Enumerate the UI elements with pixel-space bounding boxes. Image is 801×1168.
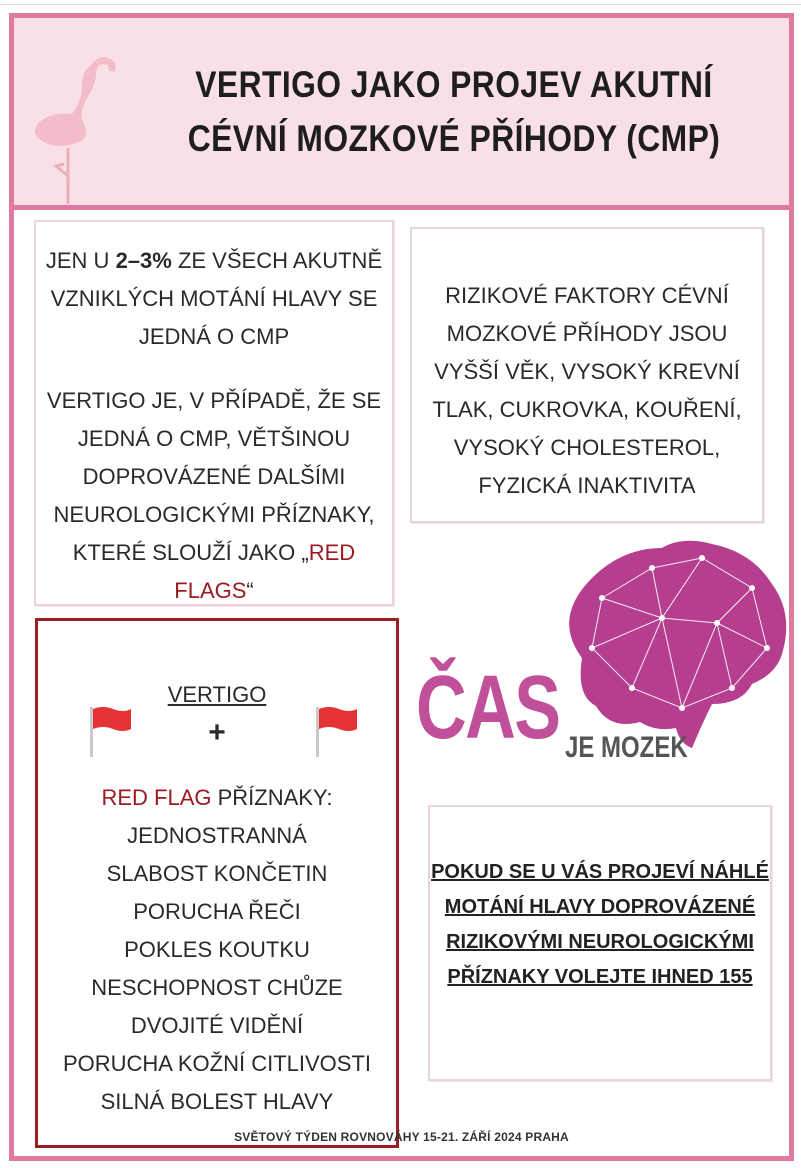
risk-factors-text: RIZIKOVÉ FAKTORY CÉVNÍ MOZKOVÉ PŘÍHODY JSOU VYŠŠÍ VĚK, VYSOKÝ KREVNÍ TLAK, CUKROVKA, KOUŘENÍ, VYSOKÝ CHOLESTEROL, FYZICKÁ INAKTIVITA bbox=[432, 283, 742, 498]
red-flags-prefix: VERTIGO JE, V PŘÍPADĚ, ŽE SE JEDNÁ O CMP, VĚTŠINOU DOPROVÁZENÉ DALŠÍMI NEUROLOGICKÝMI PŘÍZNAKY, KTERÉ SLOUŽÍ JAKO „ bbox=[46, 388, 382, 565]
header bbox=[14, 18, 789, 210]
vertigo-red-flags-text bbox=[36, 382, 392, 610]
emergency-call-box bbox=[428, 805, 772, 1081]
cmp-statistic-box bbox=[34, 220, 394, 606]
red-flag-symptoms-box bbox=[35, 618, 399, 1148]
red-flags-highlight: RED FLAGS bbox=[174, 540, 356, 603]
top-divider bbox=[0, 0, 801, 5]
plus-sign: + bbox=[208, 716, 226, 749]
list-item: SILNÁ BOLEST HLAVY bbox=[100, 1089, 334, 1114]
flamingo-icon bbox=[24, 36, 124, 206]
page-title bbox=[179, 58, 729, 166]
red-flag-icon bbox=[312, 703, 360, 759]
symptoms-list bbox=[38, 817, 396, 1121]
logo-je-mozek: JE MOZEK bbox=[565, 731, 688, 764]
symptoms-label: PŘÍZNAKY: bbox=[211, 785, 333, 810]
stat-rest: ZE VŠECH AKUTNĚ VZNIKLÝCH MOTÁNÍ HLAVY SE JEDNÁ O CMP bbox=[50, 248, 383, 349]
red-flag-label: RED FLAG bbox=[101, 785, 212, 810]
list-item: PORUCHA ŘEČI bbox=[133, 899, 301, 924]
list-item: JEDNOSTRANNÁ SLABOST KONČETIN bbox=[106, 823, 328, 886]
stat-percentage: 2–3% bbox=[115, 248, 172, 273]
list-item: DVOJITÉ VIDĚNÍ bbox=[130, 1013, 304, 1038]
list-item: POKLES KOUTKU bbox=[124, 937, 310, 962]
brain-network-icon bbox=[542, 538, 792, 758]
emergency-call-text: POKUD SE U VÁS PROJEVÍ NÁHLÉ MOTÁNÍ HLAVY DOPROVÁZENÉ RIZIKOVÝMI NEUROLOGICKÝMI PŘÍZNAKY VOLEJTE IHNED 155 bbox=[431, 861, 769, 988]
list-item: NESCHOPNOST CHŮZE bbox=[91, 975, 343, 1000]
risk-factors-box bbox=[410, 227, 764, 523]
title-line-1: VERTIGO JAKO PROJEV AKUTNÍ bbox=[195, 64, 713, 105]
title-line-2: CÉVNÍ MOZKOVÉ PŘÍHODY (CMP) bbox=[187, 118, 721, 159]
poster-frame bbox=[9, 13, 794, 1161]
stat-prefix: JEN U bbox=[45, 248, 116, 273]
logo-cas: ČAS bbox=[416, 658, 560, 758]
red-flags-suffix: “ bbox=[246, 578, 254, 603]
list-item: PORUCHA KOŽNÍ CITLIVOSTI bbox=[62, 1051, 372, 1076]
vertigo-label: VERTIGO bbox=[167, 682, 267, 707]
red-flag-heading bbox=[38, 779, 396, 817]
footer: SVĚTOVÝ TÝDEN ROVNOVÁHY 15-21. ZÁŘÍ 2024 PRAHA bbox=[234, 1130, 569, 1144]
cmp-statistic-text bbox=[36, 242, 392, 356]
